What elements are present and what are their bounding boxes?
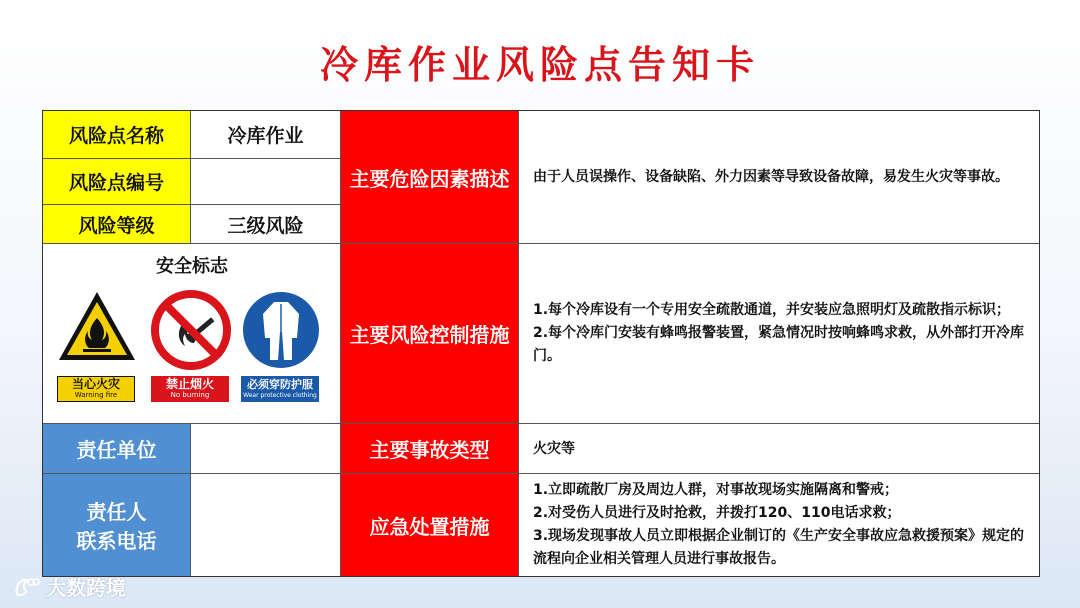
sign-no-smoking — [151, 288, 231, 399]
safety-signs-panel — [43, 244, 341, 424]
risk-code-value — [191, 159, 341, 205]
contact-label-line1: 责任人 — [86, 500, 147, 524]
accident-type-value: 火灾等 — [533, 440, 575, 457]
watermark-text: 大数跨境 — [46, 576, 126, 600]
control-measures — [519, 244, 1039, 424]
risk-name-label: 风险点名称 — [43, 111, 191, 159]
watermark — [14, 572, 126, 601]
control-item: 1.每个冷库设有一个专用安全疏散通道，并安装应急照明灯及疏散指示标识； — [533, 302, 1011, 318]
emergency-label: 应急处置措施 — [341, 474, 519, 576]
safety-signs-title: 安全标志 — [156, 256, 228, 277]
risk-level-value: 三级风险 — [191, 205, 341, 244]
emergency-item: 2.对受伤人员进行及时抢救，并拨打120、110电话求救； — [533, 505, 901, 521]
hazard-text: 由于人员误操作、设备缺陷、外力因素等导致设备故障，易发生火灾等事故。 — [533, 169, 1009, 185]
hazard-label: 主要危险因素描述 — [341, 111, 519, 244]
emergency-item: 1.立即疏散厂房及周边人群，对事故现场实施隔离和警戒； — [533, 482, 899, 498]
contact-value — [191, 474, 341, 576]
control-item: 2.每个冷库门安装有蜂鸣报警装置，紧急情况时按响蜂鸣求救，从外部打开冷库门。 — [533, 325, 1025, 364]
risk-name-value: 冷库作业 — [191, 111, 341, 159]
emergency-item: 3.现场发现事故人员立即根据企业制订的《生产安全事故应急救援预案》规定的流程向企业相关管理人员进行事故报告。 — [533, 528, 1025, 567]
brand-logo-icon — [14, 576, 40, 598]
sign-protective-caption: 必须穿防护服 Wear protective clothing — [241, 376, 319, 402]
protective-clothing-icon — [241, 288, 321, 372]
risk-level-label: 风险等级 — [43, 205, 191, 244]
accident-type-cell — [519, 424, 1039, 474]
fire-warning-icon — [57, 288, 137, 372]
accident-type-label: 主要事故类型 — [341, 424, 519, 474]
risk-card-table — [42, 110, 1040, 577]
risk-code-label: 风险点编号 — [43, 159, 191, 205]
responsible-unit-value — [191, 424, 341, 474]
responsible-unit-label: 责任单位 — [43, 424, 191, 474]
contact-label — [43, 474, 191, 576]
page-title: 冷库作业风险点告知卡 — [319, 43, 760, 87]
sign-protective-clothing — [241, 288, 321, 399]
sign-no-smoking-caption: 禁止烟火 No burning — [151, 376, 229, 402]
hazard-description — [519, 111, 1039, 244]
sign-fire-caption: 当心火灾 Warning fire — [57, 376, 135, 402]
no-smoking-icon — [151, 288, 231, 372]
contact-label-line2: 联系电话 — [76, 529, 157, 553]
control-label: 主要风险控制措施 — [341, 244, 519, 424]
sign-fire-warning — [57, 288, 137, 399]
emergency-measures — [519, 474, 1039, 576]
